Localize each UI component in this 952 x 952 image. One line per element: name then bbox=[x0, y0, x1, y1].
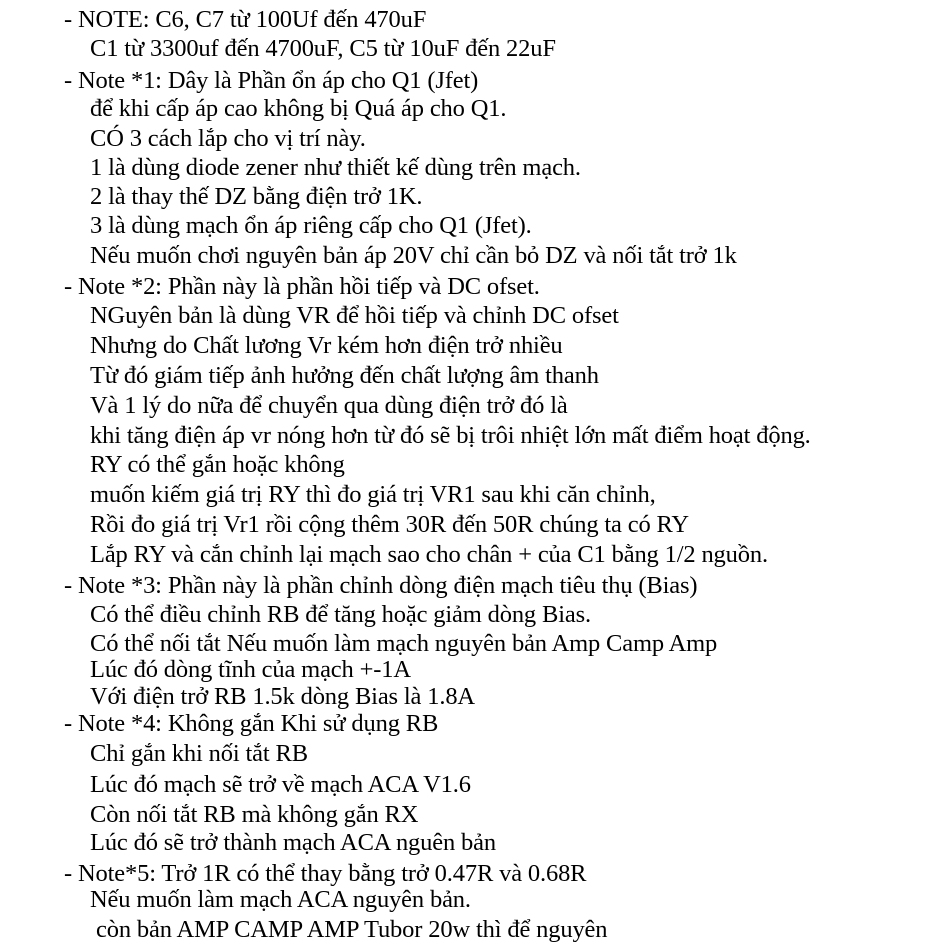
note-heading: - Note *4: Không gắn Khi sử dụng RB bbox=[64, 710, 439, 737]
note-line: Nếu muốn chơi nguyên bản áp 20V chỉ cần bỏ DZ và nối tắt trở 1k bbox=[90, 242, 737, 269]
note-line: Có thể điều chỉnh RB để tăng hoặc giảm dòng Bias. bbox=[90, 601, 591, 628]
note-line: Lúc đó mạch sẽ trở về mạch ACA V1.6 bbox=[90, 771, 471, 798]
note-line: Lắp RY và cắn chỉnh lại mạch sao cho chân + của C1 bằng 1/2 nguồn. bbox=[90, 541, 768, 568]
note-heading: - Note *2: Phần này là phần hồi tiếp và DC ofset. bbox=[64, 273, 540, 300]
note-line: RY có thể gắn hoặc không bbox=[90, 451, 345, 478]
note-line: Nếu muốn làm mạch ACA nguyên bản. bbox=[90, 886, 471, 913]
note-line: CÓ 3 cách lắp cho vị trí này. bbox=[90, 125, 366, 152]
note-heading: - Note *3: Phần này là phần chỉnh dòng điện mạch tiêu thụ (Bias) bbox=[64, 572, 698, 599]
note-heading: - NOTE: C6, C7 từ 100Uf đến 470uF bbox=[64, 6, 427, 33]
note-line: 2 là thay thế DZ bằng điện trở 1K. bbox=[90, 183, 423, 210]
note-line: Lúc đó dòng tĩnh của mạch +-1A bbox=[90, 656, 411, 683]
note-line: khi tăng điện áp vr nóng hơn từ đó sẽ bị trôi nhiệt lớn mất điểm hoạt động. bbox=[90, 422, 811, 449]
note-line: Rồi đo giá trị Vr1 rồi cộng thêm 30R đến 50R chúng ta có RY bbox=[90, 511, 689, 538]
note-line: Chỉ gắn khi nối tắt RB bbox=[90, 740, 308, 767]
note-line: Và 1 lý do nữa để chuyển qua dùng điện trở đó là bbox=[90, 392, 568, 419]
note-heading: - Note*5: Trở 1R có thể thay bằng trở 0.47R và 0.68R bbox=[64, 860, 587, 887]
note-line: 3 là dùng mạch ổn áp riêng cấp cho Q1 (Jfet). bbox=[90, 212, 532, 239]
note-line: NGuyên bản là dùng VR để hồi tiếp và chỉnh DC ofset bbox=[90, 302, 619, 329]
note-heading: - Note *1: Dây là Phần ổn áp cho Q1 (Jfet) bbox=[64, 67, 479, 94]
note-line: còn bản AMP CAMP AMP Tubor 20w thì để nguyên bbox=[96, 916, 608, 943]
note-line: Lúc đó sẽ trở thành mạch ACA nguên bản bbox=[90, 829, 496, 856]
note-line: C1 từ 3300uf đến 4700uF, C5 từ 10uF đến 22uF bbox=[90, 35, 556, 62]
note-line: 1 là dùng diode zener như thiết kế dùng trên mạch. bbox=[90, 154, 581, 181]
note-line: Có thể nối tắt Nếu muốn làm mạch nguyên bản Amp Camp Amp bbox=[90, 630, 718, 657]
note-line: Với điện trở RB 1.5k dòng Bias là 1.8A bbox=[90, 683, 475, 710]
note-line: muốn kiếm giá trị RY thì đo giá trị VR1 sau khi căn chỉnh, bbox=[90, 481, 656, 508]
note-line: Còn nối tắt RB mà không gắn RX bbox=[90, 801, 419, 828]
note-line: Nhưng do Chất lương Vr kém hơn điện trở nhiều bbox=[90, 332, 563, 359]
note-line: để khi cấp áp cao không bị Quá áp cho Q1. bbox=[90, 95, 507, 122]
note-line: Từ đó giám tiếp ảnh hưởng đến chất lượng âm thanh bbox=[90, 362, 599, 389]
